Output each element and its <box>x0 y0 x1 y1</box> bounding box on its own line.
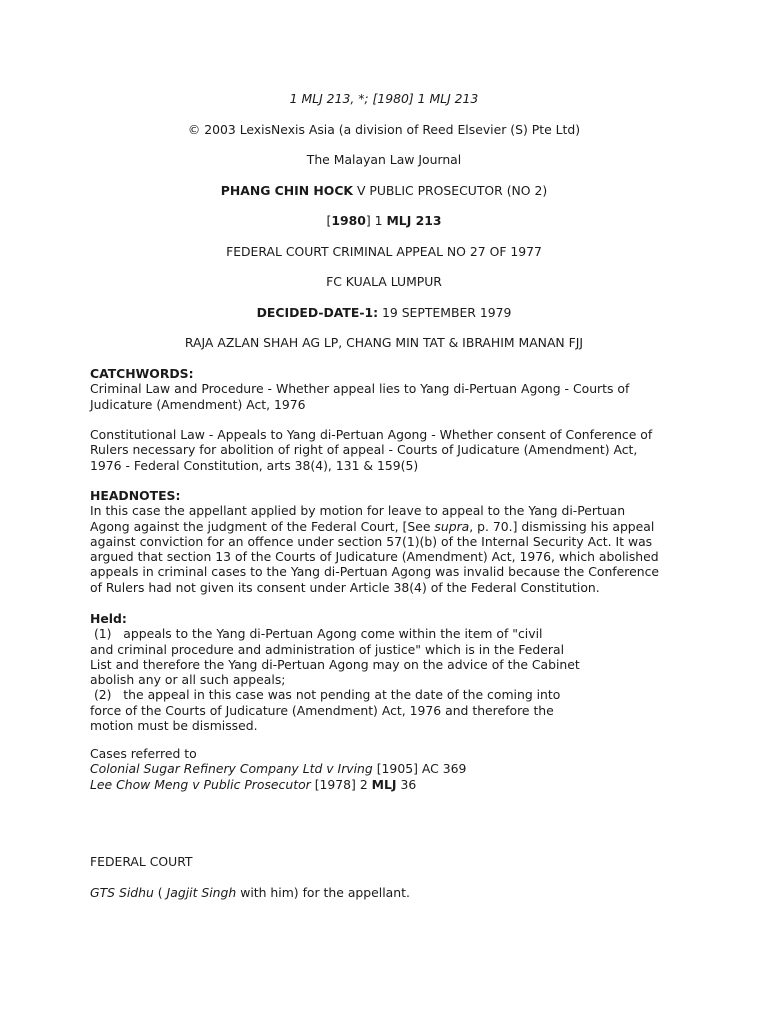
headnotes-line: In this case the appellant applied by motion for leave to appeal to the Yang di-Pertuan <box>90 503 626 519</box>
counsel-text: ( <box>153 885 167 900</box>
counsel-name: Jagjit Singh <box>166 885 237 900</box>
case-title <box>0 183 768 198</box>
headnotes-line <box>90 519 690 534</box>
headnotes-text: , p. 70.] dismissing his appeal <box>469 518 655 534</box>
headnotes-line: appeals in criminal cases to the Yang di-Pertuan Agong was invalid because the Conference <box>90 564 660 580</box>
headnotes-section <box>90 488 690 595</box>
catchwords-line: Judicature (Amendment) Act, 1976 <box>90 396 306 412</box>
held-section <box>90 611 690 733</box>
catchwords-constitutional <box>90 427 690 473</box>
report-year: 1980 <box>331 213 366 228</box>
counsel-text: with him) for the appellant. <box>236 885 410 900</box>
cases-heading: Cases referred to <box>90 746 197 761</box>
held-heading: Held: <box>90 611 127 626</box>
case-name: Colonial Sugar Refinery Company Ltd v Irving <box>90 761 373 777</box>
judges-line: RAJA AZLAN SHAH AG LP, CHANG MIN TAT & IBRAHIM MANAN FJJ <box>184 335 584 350</box>
appeal-number: FEDERAL COURT CRIMINAL APPEAL NO 27 OF 1977 <box>226 244 542 259</box>
headnotes-line: against conviction for an offence under section 57(1)(b) of the Internal Security Act. It was <box>90 533 653 549</box>
held-line: (1) appeals to the Yang di-Pertuan Agong come within the item of "civil <box>90 626 543 642</box>
headnotes-text: Agong against the judgment of the Federal Court, [See <box>90 518 435 534</box>
held-line: (2) the appeal in this case was not pending at the date of the coming into <box>90 687 561 703</box>
decided-date-value: 19 SEPTEMBER 1979 <box>378 305 512 320</box>
case-name: Lee Chow Meng v Public Prosecutor <box>90 776 311 792</box>
supra-reference: supra <box>434 518 470 534</box>
copyright-line: © 2003 LexisNexis Asia (a division of Reed Elsevier (S) Pte Ltd) <box>187 122 581 137</box>
decided-date-label: DECIDED-DATE-1: <box>256 305 379 320</box>
held-line: List and therefore the Yang di-Pertuan Agong may on the advice of the Cabinet <box>90 656 580 672</box>
catchwords-heading: CATCHWORDS: <box>90 366 194 381</box>
catchwords-section <box>90 366 690 412</box>
decided-date <box>0 305 768 320</box>
case-citation: [1905] AC 369 <box>372 761 467 777</box>
case-reference <box>90 761 690 776</box>
court-location: FC KUALA LUMPUR <box>326 274 442 289</box>
counsel-name: GTS Sidhu <box>90 885 154 900</box>
held-line: force of the Courts of Judicature (Amendment) Act, 1976 and therefore the <box>90 702 554 718</box>
catchwords-line: Criminal Law and Procedure - Whether appeal lies to Yang di-Pertuan Agong - Courts of <box>90 381 630 397</box>
headnotes-line: of Rulers had not given its consent under Article 38(4) of the Federal Constitution. <box>90 579 600 595</box>
case-citation-mlj: MLJ <box>371 776 397 792</box>
held-line: motion must be dismissed. <box>90 718 258 734</box>
case-reference <box>90 777 690 792</box>
catchwords-line: Rulers necessary for abolition of right of appeal - Courts of Judicature (Amendment) Act, <box>90 442 638 458</box>
court-heading: FEDERAL COURT <box>90 854 193 869</box>
case-citation: [1978] 2 <box>310 776 372 792</box>
case-party-rest: V PUBLIC PROSECUTOR (NO 2) <box>353 183 548 198</box>
catchwords-line: Constitutional Law - Appeals to Yang di-Pertuan Agong - Whether consent of Conference of <box>90 427 653 442</box>
headnotes-heading: HEADNOTES: <box>90 488 181 503</box>
cases-referred-section <box>90 746 690 792</box>
held-line: abolish any or all such appeals; <box>90 672 286 688</box>
case-citation-page: 36 <box>396 776 417 792</box>
report-volume: 1 <box>370 213 387 228</box>
citation-line: 1 MLJ 213, *; [1980] 1 MLJ 213 <box>289 91 479 106</box>
case-party-bold: PHANG CHIN HOCK <box>220 183 354 198</box>
held-line: and criminal procedure and administration of justice" which is in the Federal <box>90 641 565 657</box>
report-citation: [1980] 1 MLJ 213 <box>326 213 442 228</box>
report-mlj: MLJ 213 <box>386 213 442 228</box>
counsel-line <box>90 885 690 900</box>
journal-name: The Malayan Law Journal <box>306 152 462 167</box>
headnotes-line: argued that section 13 of the Courts of Judicature (Amendment) Act, 1976, which abolished <box>90 549 659 565</box>
catchwords-line: 1976 - Federal Constitution, arts 38(4), 131 & 159(5) <box>90 457 419 473</box>
